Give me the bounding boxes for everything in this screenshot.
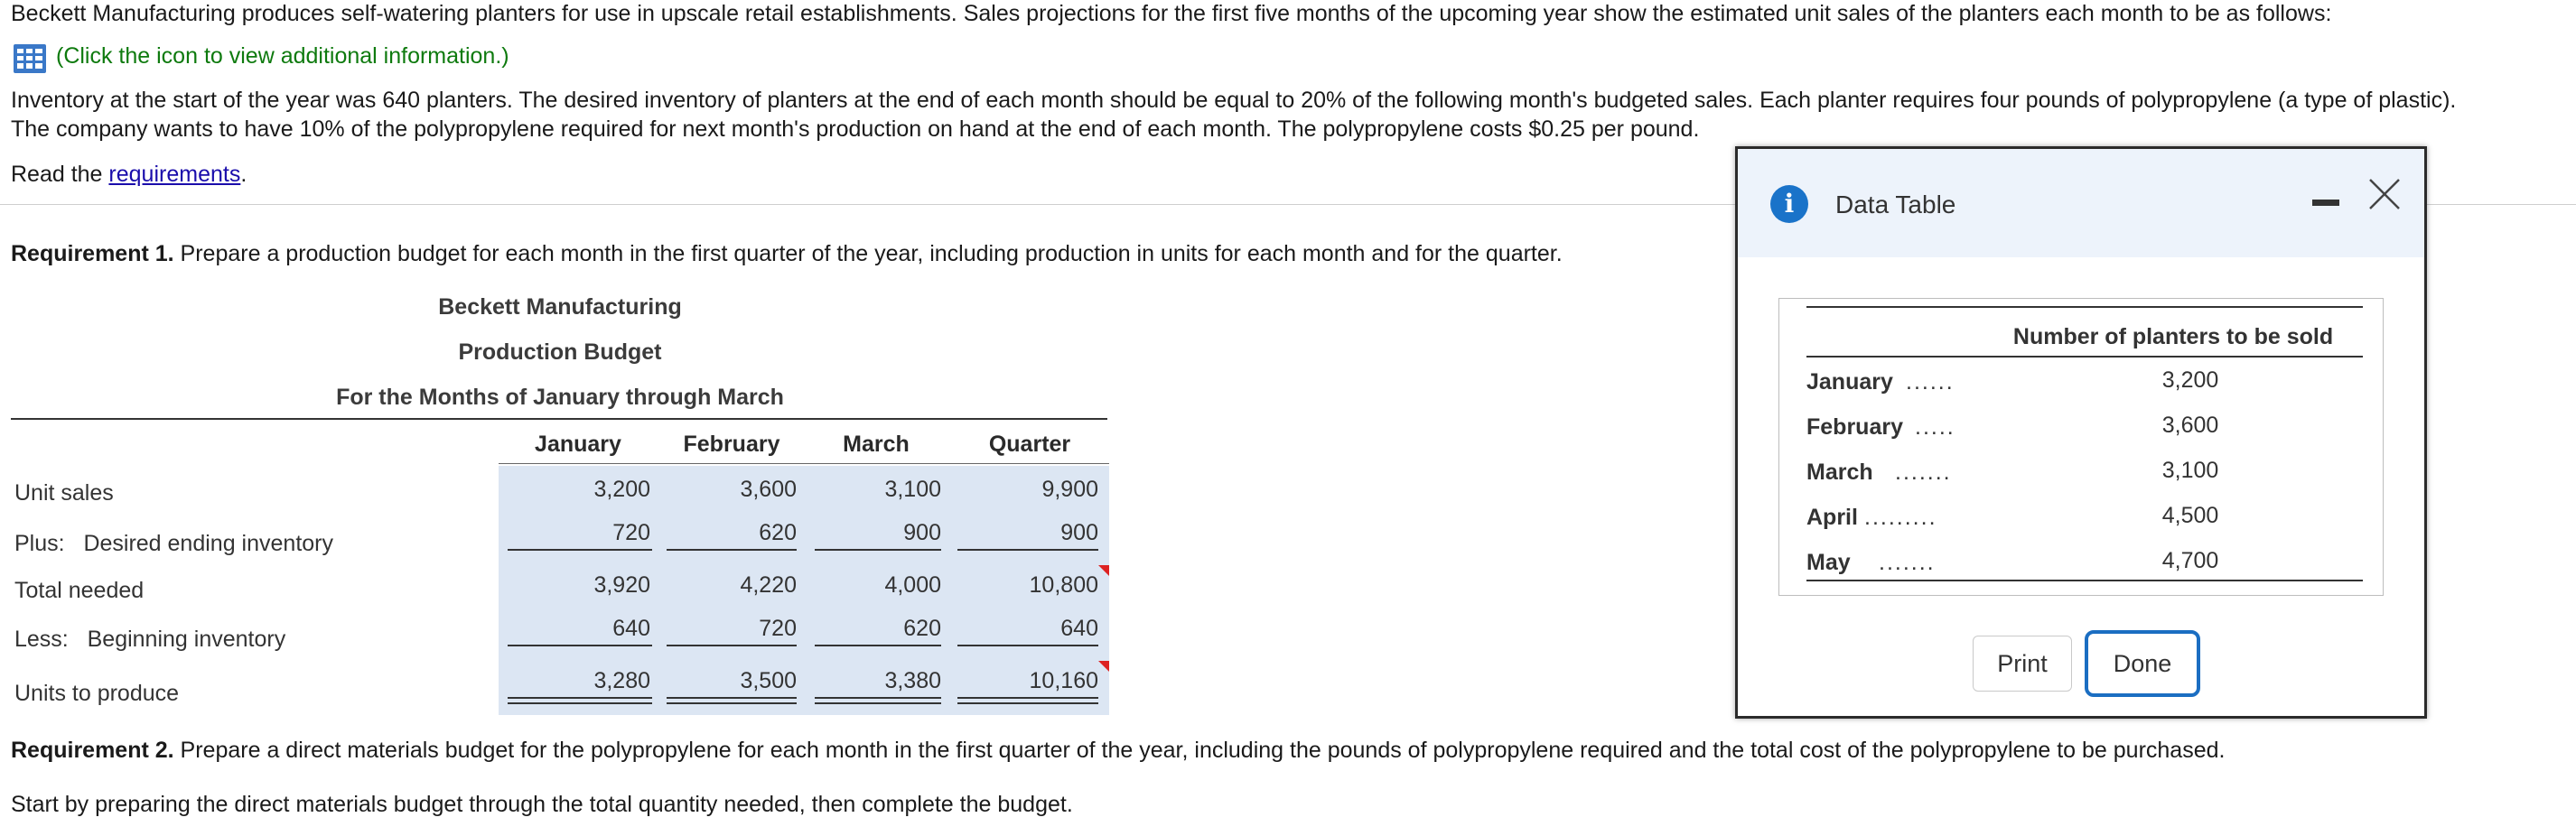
cell-beginning-inventory-feb[interactable]: 720 xyxy=(759,616,797,641)
cell-total-needed-jan[interactable]: 3,920 xyxy=(593,572,650,598)
paragraph-inventory-line1: Inventory at the start of the year was 640 planters. The desired inventory of planters at the end of each month should be equal to 20% of the following month's budgeted sales. Each planter requires four pounds of polypropylene (a type of plastic). xyxy=(11,88,2457,113)
leader-dots: ......... xyxy=(1864,505,1937,530)
month-april: April xyxy=(1806,505,1858,530)
header-rule xyxy=(499,463,1109,464)
row-label-units-to-produce: Units to produce xyxy=(14,681,180,706)
value-march: 3,100 xyxy=(2161,458,2219,483)
cell-units-to-produce-quarter[interactable]: 10,160 xyxy=(1029,668,1098,693)
value-january: 3,200 xyxy=(2161,367,2219,393)
cell-beginning-inventory-quarter[interactable]: 640 xyxy=(1060,616,1098,641)
requirement-2-label: Requirement 2. xyxy=(11,738,174,763)
budget-period: For the Months of January through March xyxy=(336,385,784,410)
budget-company: Beckett Manufacturing xyxy=(438,294,682,320)
col-quarter: Quarter xyxy=(988,432,1071,457)
table-bottom-rule xyxy=(1806,580,2363,581)
double-underline xyxy=(667,697,797,699)
requirement-2-start: Start by preparing the direct materials budget through the total quantity needed, then complete the budget. xyxy=(11,792,1073,817)
cell-unit-sales-jan[interactable]: 3,200 xyxy=(593,477,650,502)
table-header-text: Number of planters to be sold xyxy=(2012,324,2334,349)
month-may: May xyxy=(1806,550,1851,575)
leader-dots: ..... xyxy=(1915,414,1955,440)
cell-beginning-inventory-jan[interactable]: 640 xyxy=(612,616,650,641)
cell-desired-ending-jan[interactable]: 720 xyxy=(612,520,650,545)
cell-desired-ending-feb[interactable]: 620 xyxy=(759,520,797,545)
requirements-link[interactable]: requirements xyxy=(108,162,241,187)
value-may: 4,700 xyxy=(2161,548,2219,573)
requirement-2 xyxy=(11,737,2225,764)
table-header xyxy=(1806,324,2363,350)
underline xyxy=(508,645,652,646)
data-table xyxy=(1778,298,2384,596)
read-suffix: . xyxy=(240,162,247,187)
underline xyxy=(815,549,941,551)
table-top-rule xyxy=(1806,306,2363,308)
cell-total-needed-feb[interactable]: 4,220 xyxy=(740,572,797,598)
additional-info-link[interactable]: (Click the icon to view additional information.) xyxy=(56,43,509,69)
double-underline xyxy=(508,702,652,704)
col-january: January xyxy=(535,432,621,457)
table-header-rule xyxy=(1806,356,2363,358)
flag-marker xyxy=(1098,565,1109,576)
read-requirements xyxy=(11,161,247,188)
underline xyxy=(667,549,797,551)
cell-desired-ending-quarter[interactable]: 900 xyxy=(1060,520,1098,545)
col-february: February xyxy=(683,432,780,457)
cell-beginning-inventory-mar[interactable]: 620 xyxy=(903,616,941,641)
requirement-2-text: Prepare a direct materials budget for the polypropylene for each month in the first quarter of the year, including the pounds of polypropylene required and the total cost of the polypropylene to be purchased. xyxy=(173,738,2226,763)
modal-header xyxy=(1738,149,2424,257)
cell-units-to-produce-jan[interactable]: 3,280 xyxy=(593,668,650,693)
month-march: March xyxy=(1806,460,1873,485)
underline xyxy=(815,645,941,646)
read-prefix: Read the xyxy=(11,162,109,187)
row-label-beginning-inventory-text: Beginning inventory xyxy=(87,627,286,652)
month-february: February xyxy=(1806,414,1903,440)
row-prefix-plus: Plus: xyxy=(14,531,65,556)
cell-units-to-produce-feb[interactable]: 3,500 xyxy=(740,668,797,693)
requirement-1 xyxy=(11,240,1563,267)
double-underline xyxy=(815,702,941,704)
flag-marker xyxy=(1098,661,1109,672)
value-april: 4,500 xyxy=(2161,503,2219,528)
row-label-total-needed: Total needed xyxy=(14,578,145,603)
col-march: March xyxy=(843,432,910,457)
title-rule xyxy=(11,418,1107,420)
underline xyxy=(957,549,1098,551)
leader-dots: ....... xyxy=(1879,550,1936,575)
print-button[interactable]: Print xyxy=(1973,636,2072,692)
cell-desired-ending-mar[interactable]: 900 xyxy=(903,520,941,545)
leader-dots: ...... xyxy=(1906,369,1955,395)
double-underline xyxy=(667,702,797,704)
row-label-desired-ending xyxy=(14,531,333,557)
table-grid-icon[interactable] xyxy=(13,43,47,74)
underline xyxy=(667,645,797,646)
budget-title: Production Budget xyxy=(458,339,662,365)
info-icon: i xyxy=(1770,185,1808,223)
cell-units-to-produce-mar[interactable]: 3,380 xyxy=(884,668,941,693)
value-february: 3,600 xyxy=(2161,413,2219,438)
leader-dots: ....... xyxy=(1895,460,1952,485)
underline xyxy=(957,645,1098,646)
modal-title: Data Table xyxy=(1835,190,1956,218)
underline xyxy=(508,549,652,551)
row-label-beginning-inventory xyxy=(14,627,285,653)
cell-total-needed-quarter[interactable]: 10,800 xyxy=(1029,572,1098,598)
paragraph-inventory-line2: The company wants to have 10% of the polypropylene required for next month's production on hand at the end of each month. The polypropylene costs $0.25 per pound. xyxy=(11,116,1700,142)
row-prefix-less: Less: xyxy=(14,627,69,652)
double-underline xyxy=(815,697,941,699)
double-underline xyxy=(957,697,1098,699)
cell-total-needed-mar[interactable]: 4,000 xyxy=(884,572,941,598)
cell-unit-sales-mar[interactable]: 3,100 xyxy=(884,477,941,502)
data-table-modal xyxy=(1735,146,2427,719)
double-underline xyxy=(957,702,1098,704)
cell-unit-sales-quarter[interactable]: 9,900 xyxy=(1041,477,1098,502)
minimize-icon[interactable] xyxy=(2312,200,2339,206)
requirement-1-label: Requirement 1. xyxy=(11,241,174,266)
done-button[interactable]: Done xyxy=(2085,630,2200,697)
requirement-1-text: Prepare a production budget for each month in the first quarter of the year, including production in units for each month and for the quarter. xyxy=(173,241,1563,266)
intro-text: Beckett Manufacturing produces self-watering planters for use in upscale retail establishments. Sales projections for the first five months of the upcoming year show the estimated unit sales of the planters each month to be as follows: xyxy=(11,1,2332,26)
cell-unit-sales-feb[interactable]: 3,600 xyxy=(740,477,797,502)
close-icon[interactable] xyxy=(2366,176,2403,212)
month-january: January xyxy=(1806,369,1893,395)
double-underline xyxy=(508,697,652,699)
row-label-desired-ending-text: Desired ending inventory xyxy=(83,531,333,556)
row-label-unit-sales: Unit sales xyxy=(14,480,114,506)
